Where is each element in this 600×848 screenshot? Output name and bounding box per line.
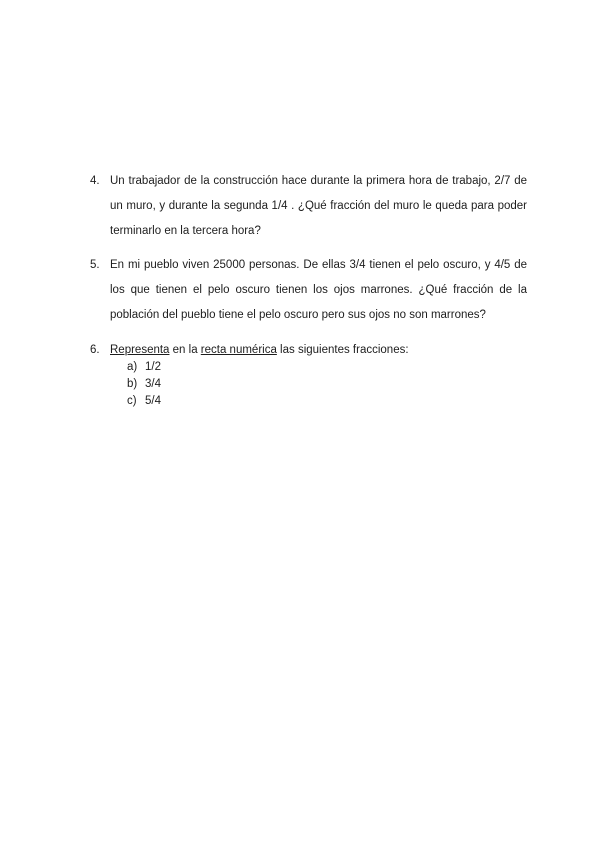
fraction-item-c (110, 393, 527, 410)
problem-item-4 (90, 169, 527, 244)
heading-underlined-recta-numerica: recta numérica (200, 344, 277, 356)
problem-5-text: En mi pueblo viven 25000 personas. De ellas 3/4 tienen el pelo oscuro, y 4/5 de los que tienen el pelo oscuro tienen los ojos marrones. ¿Qué fracción de la población del pueblo tiene el pelo oscuro pero sus ojos no son marrones? (110, 259, 527, 321)
heading-underlined-representa: Representa (110, 344, 170, 356)
fraction-item-b-label: b) (127, 378, 138, 390)
fraction-item-b-value: 3/4 (145, 378, 161, 390)
fraction-item-a-value: 1/2 (145, 361, 161, 373)
problem-5-number: 5. (90, 259, 100, 271)
problem-6-body (110, 342, 527, 410)
problem-4-text: Un trabajador de la construcción hace durante la primera hora de trabajo, 2/7 de un muro, y durante la segunda 1/4 . ¿Qué fracción del muro le queda para poder terminarlo en la tercera hora? (110, 175, 527, 237)
heading-middle-text: en la (169, 344, 201, 356)
problem-item-5 (90, 253, 527, 328)
fraction-item-a-label: a) (127, 361, 138, 373)
fraction-item-b (110, 376, 527, 393)
problem-item-6 (90, 342, 527, 410)
fraction-item-c-label: c) (127, 395, 137, 407)
problem-4-number: 4. (90, 175, 100, 187)
problem-6-heading (110, 342, 527, 359)
problem-6-number: 6. (90, 344, 100, 356)
fraction-item-c-value: 5/4 (145, 395, 161, 407)
heading-end-text: las siguientes fracciones: (276, 344, 409, 356)
fraction-item-a (110, 359, 527, 376)
fraction-list (110, 359, 527, 410)
